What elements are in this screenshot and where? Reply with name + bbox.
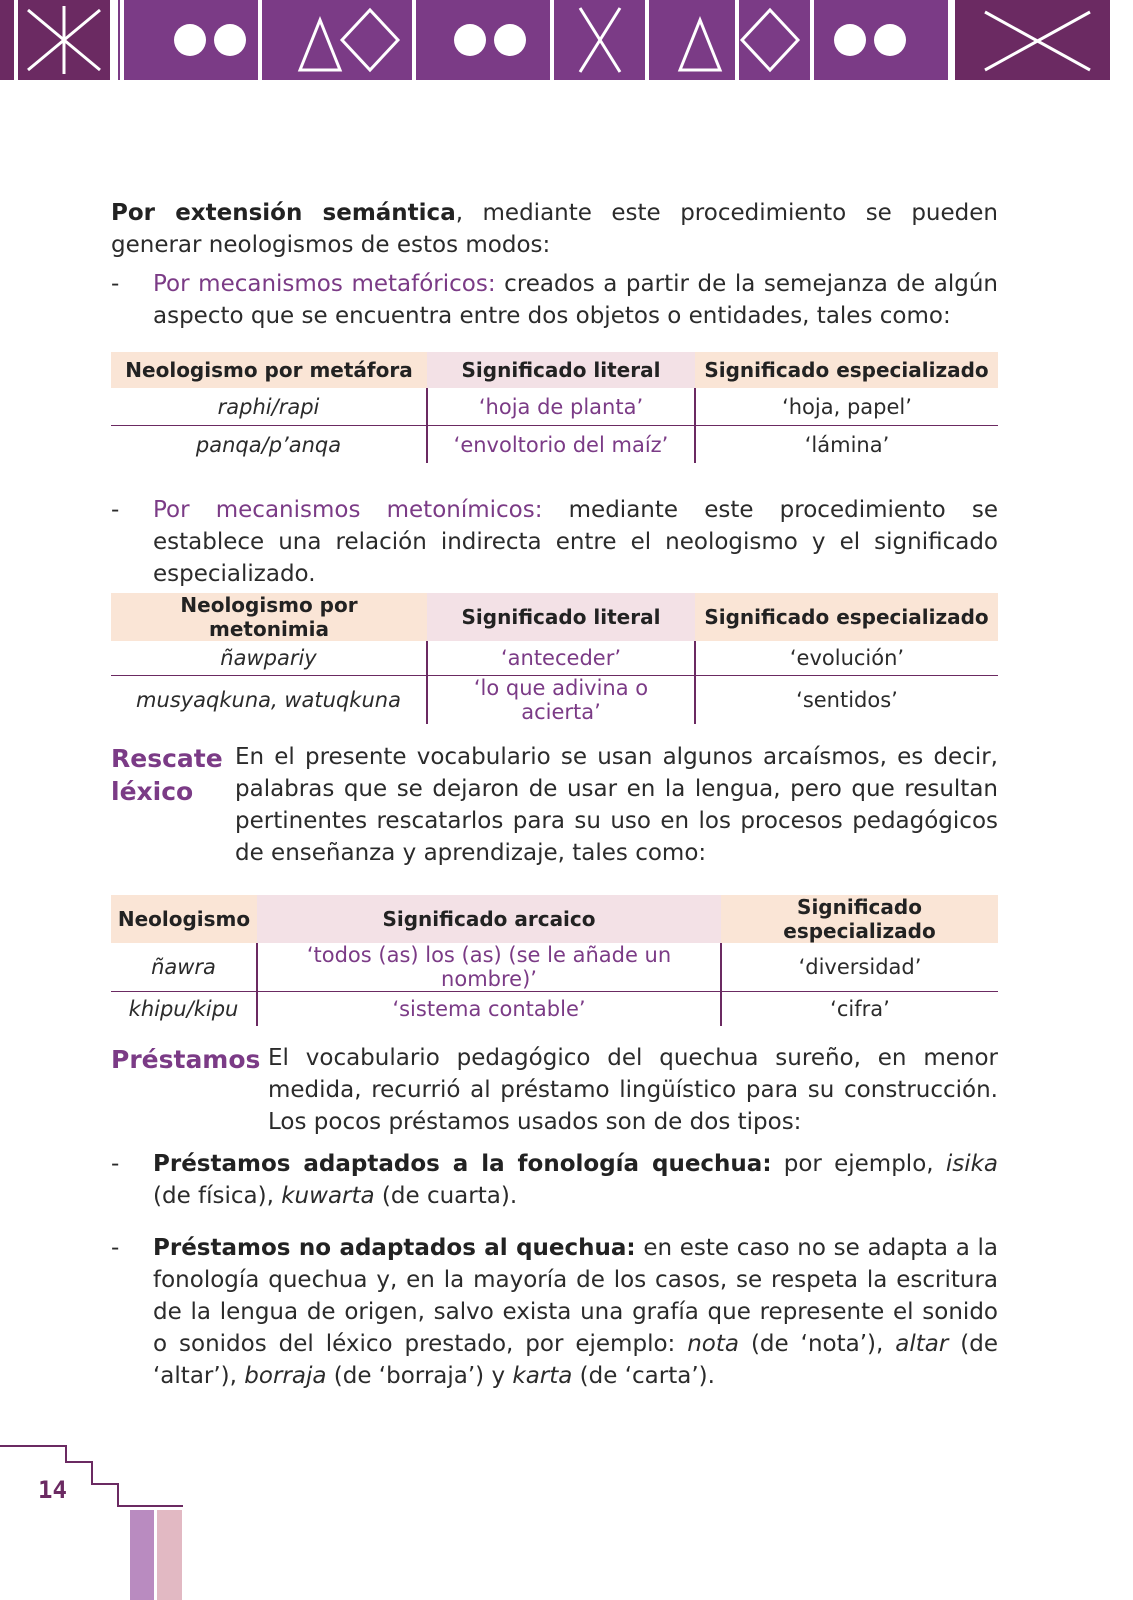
table-header-cell: Significado literal xyxy=(427,593,695,641)
example-word: kuwarta xyxy=(281,1183,375,1209)
bullet-adaptados-head: Préstamos adaptados a la fonología quechua: xyxy=(153,1151,772,1177)
bullet-metaforicos-head: Por mecanismos metafóricos: xyxy=(153,271,496,297)
bullet-dash: - xyxy=(111,1151,120,1177)
table-row xyxy=(111,676,998,725)
table-row xyxy=(111,943,998,992)
example-word: borraja xyxy=(244,1363,327,1389)
table-header-cell: Neologismo por metonimia xyxy=(111,593,427,641)
table-metonimia xyxy=(111,593,998,724)
example-word: nota xyxy=(687,1331,739,1357)
bullet-metaforicos-text: creados a partir de la semejanza de algún aspecto que se encuentra entre dos objetos o entidades, tales como: xyxy=(153,271,999,329)
intro-bold-term: Por extensión semántica xyxy=(111,200,456,226)
text-run: en este caso no se adapta a la fonología quechua y, en la mayoría de los casos, se respeta la escritura de la lengua de origen, salvo exista una grafía que represente el sonido o sonidos del léxico prestado, por ejemplo: xyxy=(153,1235,998,1357)
table-row xyxy=(111,388,998,426)
table-header-cell: Significado arcaico xyxy=(257,895,721,943)
table-header-row xyxy=(111,593,998,641)
bullet-prestamos-no-adaptados xyxy=(111,1232,998,1392)
text-run: (de ‘nota’), xyxy=(739,1331,896,1357)
intro-text: , mediante este procedimiento se pueden generar neologismos de estos modos: xyxy=(111,200,998,258)
bullet-dash: - xyxy=(111,271,120,297)
table-cell-literal: ‘lo que adivina o acierta’ xyxy=(427,676,695,725)
table-cell-neologism: ñawra xyxy=(111,943,257,992)
footer-step-decoration xyxy=(0,1430,200,1600)
bullet-dash: - xyxy=(111,497,120,523)
table-cell-archaic: ‘sistema contable’ xyxy=(257,992,721,1027)
table-header-cell: Neologismo xyxy=(111,895,257,943)
text-run: (de ‘borraja’) y xyxy=(326,1363,513,1389)
table-header-cell: Significado especializado xyxy=(695,593,998,641)
bullet-metonimicos xyxy=(111,494,998,590)
table-row xyxy=(111,426,998,464)
page-number: 14 xyxy=(38,1476,67,1504)
decorative-textile-banner xyxy=(0,0,1110,80)
table-metafora xyxy=(111,352,998,463)
table-cell-literal: ‘envoltorio del maíz’ xyxy=(427,426,695,464)
bullet-dash: - xyxy=(111,1235,120,1261)
table-cell-specialized: ‘sentidos’ xyxy=(796,688,898,712)
table-header-row xyxy=(111,352,998,388)
table-header-row xyxy=(111,895,998,943)
table-row xyxy=(111,992,998,1027)
section-heading-prestamos: Préstamos xyxy=(111,1045,261,1074)
text-run: (de cuarta). xyxy=(374,1183,518,1209)
text-run: (de ‘altar’), xyxy=(153,1331,998,1389)
table-cell-neologism: panqa/p’anqa xyxy=(111,426,427,464)
table-cell-neologism: khipu/kipu xyxy=(111,992,257,1027)
bullet-metonimicos-text: mediante este procedimiento se establece una relación indirecta entre el neologismo y el significado especializado. xyxy=(153,497,998,587)
prestamos-paragraph: El vocabulario pedagógico del quechua sureño, en menor medida, recurrió al préstamo lingüístico para su construcción. Los pocos préstamos usados son de dos tipos: xyxy=(268,1045,998,1135)
table-cell-specialized: ‘lámina’ xyxy=(804,432,890,457)
example-word: isika xyxy=(945,1151,999,1177)
table-row xyxy=(111,641,998,676)
bullet-metonimicos-head: Por mecanismos metonímicos: xyxy=(153,497,543,523)
table-header-cell: Significado especializado xyxy=(695,352,998,388)
bullet-metaforicos xyxy=(111,268,998,332)
table-cell-specialized: ‘hoja, papel’ xyxy=(695,388,998,426)
text-run: (de física), xyxy=(153,1183,282,1209)
table-cell-neologism: ñawpariy xyxy=(111,641,427,676)
banner-pattern-graphic xyxy=(0,0,1110,80)
table-cell-literal: ‘anteceder’ xyxy=(427,641,695,676)
table-header-cell: Neologismo por metáfora xyxy=(111,352,427,388)
table-header-cell: Significado literal xyxy=(427,352,695,388)
rescate-paragraph: En el presente vocabulario se usan algunos arcaísmos, es decir, palabras que se dejaron de usar en la lengua, pero que resultan pertinentes rescatarlos para su uso en los procesos pedagógicos de enseñanza y aprendizaje, tales como: xyxy=(235,744,998,866)
table-arcaismos xyxy=(111,895,998,1026)
section-heading-rescate xyxy=(111,742,223,808)
bullet-no-adaptados-head: Préstamos no adaptados al quechua: xyxy=(153,1235,636,1261)
table-cell-archaic: ‘todos (as) los (as) (se le añade un nombre)’ xyxy=(257,943,721,992)
heading-line: Rescate xyxy=(111,744,223,773)
table-cell-specialized: ‘diversidad’ xyxy=(721,943,998,992)
example-word: altar xyxy=(895,1331,949,1357)
text-run: por ejemplo, xyxy=(771,1151,946,1177)
bullet-prestamos-adaptados xyxy=(111,1148,998,1212)
intro-paragraph xyxy=(111,197,998,261)
table-cell-specialized: ‘evolución’ xyxy=(695,641,998,676)
table-header-cell: Significado especializado xyxy=(721,895,998,943)
table-cell-neologism: raphi/rapi xyxy=(111,388,427,426)
table-cell-neologism: musyaqkuna, watuqkuna xyxy=(111,676,427,725)
table-cell-literal: ‘hoja de planta’ xyxy=(427,388,695,426)
table-cell-specialized: ‘cifra’ xyxy=(830,997,890,1021)
example-word: karta xyxy=(512,1363,573,1389)
text-run: (de ‘carta’). xyxy=(572,1363,715,1389)
heading-line: léxico xyxy=(111,777,194,806)
